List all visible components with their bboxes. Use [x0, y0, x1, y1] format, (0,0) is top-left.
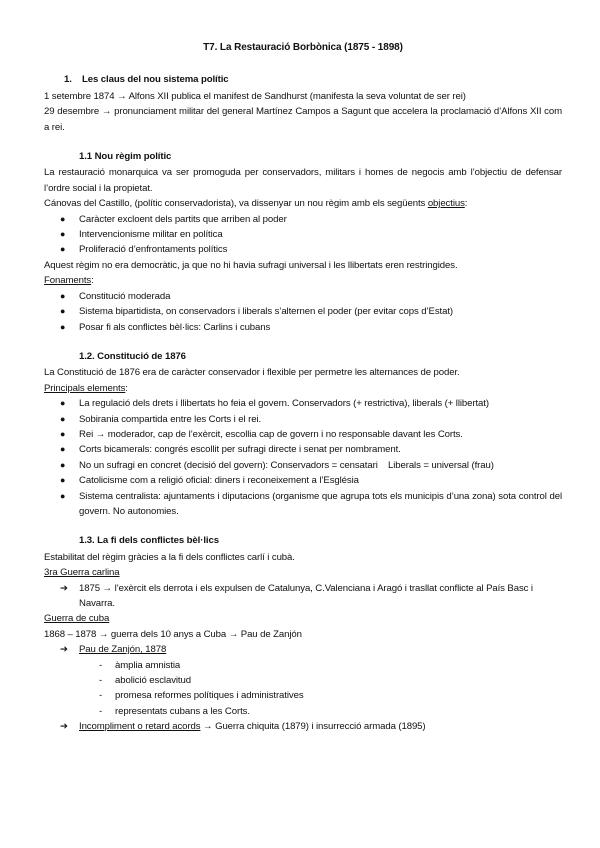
objectius-list	[44, 212, 562, 258]
list-item-text: Caràcter excloent dels partits que arriben al poder	[79, 213, 287, 225]
bullet-icon: ●	[60, 213, 66, 224]
section-1-title: Les claus del nou sistema polític	[82, 74, 229, 86]
carlina-list	[44, 581, 562, 612]
list-item-text: La regulació dels drets i llibertats ho feia el govern. Conservadors (+ restrictiva), liberals (+ llibertat)	[79, 398, 489, 410]
list-item	[44, 320, 562, 335]
cuba-heading: Guerra de cuba	[44, 613, 110, 625]
list-item-text: Rei → moderador, cap de l’exèrcit, escollia cap de govern i no responsable davant les Corts.	[79, 428, 463, 440]
elements-label: Principals elements	[44, 382, 126, 394]
bullet-icon: ●	[60, 290, 66, 301]
list-item	[44, 304, 562, 319]
bullet-icon: ●	[60, 229, 66, 240]
list-item	[44, 458, 562, 473]
bullet-icon: ●	[60, 490, 66, 501]
fonaments-heading	[44, 273, 562, 288]
bullet-icon: ●	[60, 306, 66, 317]
list-item-text: Sistema bipartidista, on conservadors i liberals s’alternen el poder (per evitar cops d’Estat)	[79, 306, 453, 318]
bullet-icon: ●	[60, 459, 66, 470]
bullet-icon: ●	[60, 428, 66, 439]
list-item-text: Proliferació d’enfrontaments polítics	[79, 244, 228, 256]
list-item	[44, 289, 562, 304]
section-1-1-paragraph-2	[44, 196, 562, 211]
list-item	[44, 473, 562, 488]
arrow-icon: ➔	[60, 582, 68, 594]
list-item	[44, 489, 562, 520]
list-item	[44, 227, 562, 242]
zanjon-list	[44, 642, 562, 657]
bullet-icon: ●	[60, 398, 66, 409]
list-item	[44, 688, 562, 703]
list-item-text: àmplia amnistia	[115, 659, 181, 671]
list-item-text: 1875 → l’exèrcit els derrota i els expulsen de Catalunya, C.Valenciana i Aragó i trasllat conflicte al País Basc i Navarra.	[79, 582, 533, 609]
list-item	[44, 396, 562, 411]
zanjon-items	[44, 658, 562, 720]
list-item-text: Corts bicamerals: congrés escollit per sufragi directe i senat per nombrament.	[79, 444, 401, 456]
list-item-text: representats cubans a les Corts.	[115, 705, 250, 717]
section-1-1-paragraph-1: La restauració monarquica va ser promoguda per conservadors, militars i homes de negocis amb l’objectiu de defensar l’ordre social i la propietat.	[44, 167, 562, 194]
list-item-text: Intervencionisme militar en política	[79, 229, 223, 241]
carlina-heading: 3ra Guerra carlina	[44, 567, 120, 579]
list-item	[44, 704, 562, 719]
bullet-icon: ●	[60, 244, 66, 255]
list-item-text: Catolicisme com a religió oficial: diners i reconeixement a l’Església	[79, 475, 359, 487]
section-1-1-paragraph-3: Aquest règim no era democràtic, ja que no hi havia sufragi universal i les llibertats eren restringides.	[44, 259, 458, 271]
list-item	[44, 642, 562, 657]
section-1-line-1: 1 setembre 1874 → Alfons XII publica el manifest de Sandhurst (manifesta la seva voluntat de ser rei)	[44, 90, 466, 102]
fonaments-list	[44, 289, 562, 335]
dash-icon: -	[99, 690, 103, 702]
list-item-text: No un sufragi en concret (decisió del govern): Conservadors = censatari Liberals = universal (frau)	[79, 459, 494, 471]
incompliment-list	[44, 719, 562, 734]
section-1-2-paragraph-1: La Constitució de 1876 era de caràcter conservador i flexible per permetre les alternances de poder.	[44, 367, 460, 379]
section-1-heading	[44, 72, 562, 87]
document-page	[44, 40, 562, 735]
document-title: T7. La Restauració Borbònica (1875 - 1898)	[203, 42, 403, 53]
list-item-text: Posar fi als conflictes bèl·lics: Carlins i cubans	[79, 321, 271, 333]
dash-icon: -	[99, 659, 103, 671]
bullet-icon: ●	[60, 413, 66, 424]
list-item	[44, 658, 562, 673]
elements-list	[44, 396, 562, 519]
list-item	[44, 427, 562, 442]
objectius-label: objectius	[427, 198, 465, 210]
fonaments-label: Fonaments	[44, 275, 92, 287]
list-item	[44, 242, 562, 257]
arrow-icon: ➔	[60, 721, 68, 733]
list-item-text: abolició esclavitud	[115, 675, 191, 687]
arrow-icon: ➔	[60, 644, 68, 656]
list-item	[44, 412, 562, 427]
fonaments-colon: :	[91, 275, 94, 287]
section-1-number: 1.	[64, 74, 72, 86]
elements-colon: :	[125, 382, 128, 394]
list-item	[44, 442, 562, 457]
section-1-2-heading: 1.2. Constitució de 1876	[79, 350, 186, 362]
incompliment-text: → Guerra chiquita (1879) i insurrecció armada (1895)	[200, 721, 426, 733]
list-item-text: promesa reformes polítiques i administratives	[115, 690, 304, 702]
zanjon-label: Pau de Zanjón, 1878	[79, 644, 167, 656]
section-1-1-heading: 1.1 Nou règim polític	[79, 151, 172, 163]
elements-heading	[44, 381, 562, 396]
section-1-line-2: 29 desembre → pronunciament militar del general Martínez Campos a Sagunt que accelera la proclamació d’Alfons XII com a rei.	[44, 106, 562, 133]
list-item-text: Constitució moderada	[79, 290, 171, 302]
paragraph-2-text: Cánovas del Castillo, (polític conservadorista), va dissenyar un nou règim amb els següents	[44, 198, 428, 210]
objectius-colon: :	[464, 198, 468, 210]
bullet-icon: ●	[60, 475, 66, 486]
list-item-text: Sistema centralista: ajuntaments i diputacions (organisme que agrupa tots els municipis d’una zona) sota control del govern. No autonomies.	[79, 490, 562, 517]
list-item	[44, 673, 562, 688]
list-item	[44, 212, 562, 227]
dash-icon: -	[99, 705, 103, 717]
cuba-line: 1868 – 1878 → guerra dels 10 anys a Cuba → Pau de Zanjón	[44, 628, 302, 640]
bullet-icon: ●	[60, 321, 66, 332]
dash-icon: -	[99, 675, 103, 687]
bullet-icon: ●	[60, 444, 66, 455]
incompliment-label: Incompliment o retard acords	[79, 721, 201, 733]
list-item-text: Sobirania compartida entre les Corts i el rei.	[79, 413, 262, 425]
list-item	[44, 581, 562, 612]
section-1-3-paragraph-1: Estabilitat del règim gràcies a la fi dels conflictes carlí i cubà.	[44, 551, 295, 563]
list-item	[44, 719, 562, 734]
section-1-3-heading: 1.3. La fi dels conflictes bèl·lics	[79, 535, 219, 547]
